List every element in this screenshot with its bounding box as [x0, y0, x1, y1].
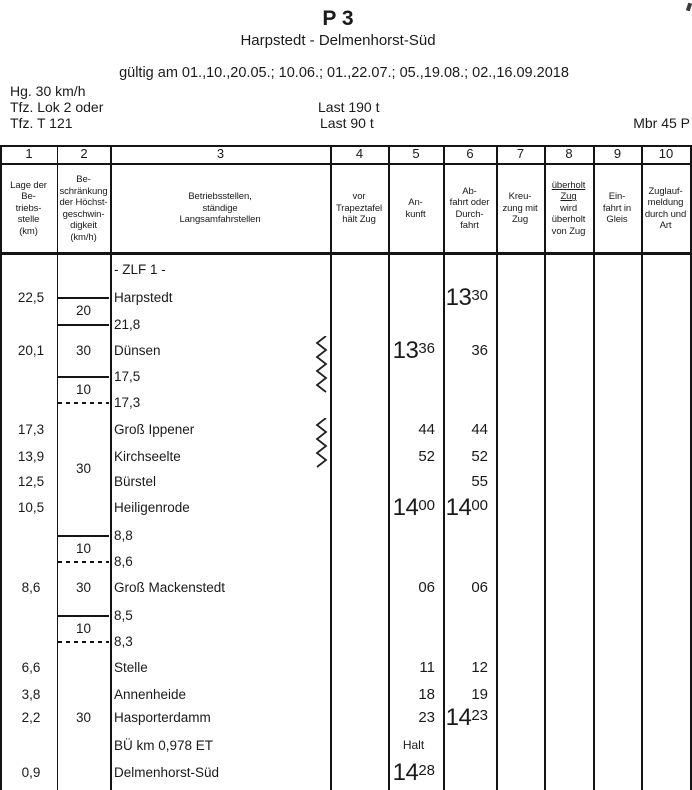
column-header-line: Gleis: [606, 214, 628, 226]
departure-time: [445, 494, 488, 521]
column-header-line: stelle: [17, 214, 40, 226]
column-header-line: Kreu-: [508, 191, 532, 203]
column-header: [445, 166, 494, 251]
table-rule: [0, 252, 692, 255]
column-header-line: (km): [19, 225, 38, 237]
column-header-line: Be-: [21, 191, 36, 203]
slow-section-zigzag: [314, 336, 328, 399]
column-header-line: Trapeztafel: [335, 202, 383, 214]
column-header-line: geschwin-: [62, 208, 105, 220]
time-minutes: 06: [471, 579, 488, 596]
column-number: 1: [25, 146, 33, 161]
column-header-line: Zug: [511, 214, 529, 226]
km-value: 2,2: [21, 710, 41, 725]
column-header-line: Betriebsstellen,: [188, 191, 252, 203]
column-header-line: Ein-: [608, 191, 626, 203]
km-value: 8,6: [21, 580, 41, 595]
column-header-line: kunft: [405, 208, 426, 220]
speed-restriction: 30: [75, 580, 92, 595]
hg-speed: Hg. 30 km/h: [10, 83, 86, 99]
time-minutes: 44: [471, 421, 488, 438]
speed-restriction: 10: [75, 541, 92, 556]
arrival-time: [390, 660, 435, 676]
tfz-line1: Tfz. Lok 2 oder: [10, 99, 104, 115]
column-number: 2: [80, 146, 88, 161]
column-header: [546, 166, 591, 251]
km-value: 3,8: [21, 687, 41, 702]
time-minutes: 19: [471, 686, 488, 703]
column-header-line: fahrt in: [602, 202, 632, 214]
time-hour: 14: [445, 704, 472, 731]
speed-restriction: 30: [75, 461, 92, 476]
validity-dates: gültig am 01.,10.,20.05.; 10.06.; 01.,22.07.; 05.,19.08.; 02.,16.09.2018: [119, 65, 569, 81]
arrival-time: [390, 759, 435, 786]
time-minutes: 18: [418, 686, 435, 703]
km-value: 0,9: [21, 765, 41, 780]
column-header: [112, 166, 328, 251]
route-note: - ZLF 1 -: [114, 262, 166, 277]
station-name: Delmenhorst-Süd: [114, 765, 220, 780]
table-rule: [0, 163, 692, 165]
column-header-line: von Zug: [551, 225, 586, 237]
last-line2: Last 90 t: [320, 115, 374, 131]
column-header-line: durch und: [644, 208, 687, 220]
speed-restriction-line: [58, 376, 109, 378]
column-number: 6: [466, 146, 474, 161]
km-point: 17,5: [114, 369, 141, 384]
column-header-line: Ab-: [462, 185, 477, 197]
arrival-time: [390, 687, 435, 703]
column-header-line: Zug: [560, 191, 577, 203]
km-point: 8,6: [114, 554, 133, 569]
tfz-line2: Tfz. T 121: [10, 115, 73, 131]
column-header-line: ständige: [202, 202, 238, 214]
column-header-line: meldung: [647, 197, 684, 208]
arrival-time: [390, 449, 435, 465]
station-name: Groß Mackenstedt: [114, 580, 226, 595]
scan-artifact: [686, 3, 692, 12]
route-subtitle: Harpstedt - Delmenhorst-Süd: [240, 32, 436, 49]
halt-note: Halt: [402, 738, 425, 752]
time-minutes: 23: [471, 706, 488, 724]
column-header-line: triebs-: [15, 202, 42, 214]
arrival-time: [390, 710, 435, 726]
time-hour: 13: [392, 337, 419, 364]
km-value: 13,9: [17, 449, 45, 464]
km-point: 8,3: [114, 634, 133, 649]
column-header-line: digkeit: [70, 220, 97, 231]
speed-restriction-line: [58, 297, 109, 299]
arrival-time: [390, 422, 435, 438]
km-point: 8,5: [114, 608, 133, 623]
station-name: Harpstedt: [114, 290, 173, 305]
column-header: [498, 166, 542, 251]
time-hour: 14: [392, 494, 419, 521]
column-header-line: fahrt oder: [449, 197, 490, 208]
column-header-line: Be-: [76, 174, 91, 185]
column-header: [390, 166, 441, 251]
arrival-time: [390, 337, 435, 364]
mbr-note: Mbr 45 P: [633, 115, 690, 131]
column-header: [643, 166, 688, 251]
column-header-line: An-: [408, 197, 423, 208]
column-header-line: Lage der: [10, 179, 47, 191]
column-header-line: Durch-: [455, 208, 484, 220]
time-minutes: 28: [418, 761, 435, 779]
column-header-line: (km/h): [70, 231, 97, 243]
station-name: Groß Ippener: [114, 422, 195, 437]
station-name: Bürstel: [114, 474, 157, 489]
station-name: Dünsen: [114, 343, 161, 358]
column-header-line: überholt: [551, 179, 586, 191]
column-number: 4: [355, 146, 364, 161]
slow-section-zigzag: [314, 418, 328, 475]
time-minutes: 36: [471, 342, 488, 359]
departure-time: [445, 343, 488, 359]
time-hour: 14: [392, 759, 419, 786]
page-title: P 3: [322, 7, 354, 30]
column-header-line: der Höchst-: [59, 197, 108, 208]
time-minutes: 30: [471, 286, 488, 304]
column-header-line: zung mit: [502, 202, 538, 214]
km-value: 20,1: [17, 343, 45, 358]
station-name: BÜ km 0,978 ET: [114, 738, 214, 753]
column-header-line: Langsamfahrstellen: [179, 214, 261, 226]
column-number: 9: [613, 146, 622, 161]
column-number: 5: [412, 146, 420, 161]
speed-restriction: 10: [75, 621, 92, 636]
time-minutes: 23: [418, 709, 435, 726]
column-header-line: vor: [352, 191, 366, 203]
time-minutes: 55: [471, 473, 488, 490]
km-value: 10,5: [17, 500, 45, 515]
column-header: [2, 166, 55, 251]
speed-restriction-line: [58, 535, 109, 537]
station-name: Heiligenrode: [114, 500, 190, 515]
km-value: 17,3: [17, 422, 45, 437]
km-value: 12,5: [17, 474, 45, 489]
speed-restriction-line: [58, 615, 109, 617]
column-header-line: Zuglauf-: [648, 185, 683, 197]
column-number: 10: [658, 146, 674, 161]
time-minutes: 00: [418, 496, 435, 514]
speed-restriction: 10: [75, 382, 92, 397]
column-header-line: fahrt: [460, 220, 479, 231]
station-name: Kirchseelte: [114, 449, 181, 464]
departure-time: [445, 687, 488, 703]
column-header: [332, 166, 386, 251]
departure-time: [445, 660, 488, 676]
column-header-line: überholt: [551, 214, 586, 226]
km-point: 8,8: [114, 528, 133, 543]
speed-restriction: 30: [75, 710, 92, 725]
time-minutes: 52: [418, 448, 435, 465]
station-name: Stelle: [114, 660, 148, 675]
departure-time: [445, 422, 488, 438]
speed-restriction-line: [58, 402, 109, 404]
arrival-time: [390, 580, 435, 596]
departure-time: [445, 704, 488, 731]
time-minutes: 12: [471, 659, 488, 676]
column-number: 3: [216, 146, 225, 161]
time-minutes: 06: [418, 579, 435, 596]
departure-time: [445, 474, 488, 490]
km-value: 22,5: [17, 290, 45, 305]
speed-restriction-line: [58, 561, 109, 563]
speed-restriction: 20: [75, 303, 92, 318]
time-hour: 14: [445, 494, 472, 521]
column-header: [595, 166, 639, 251]
column-header-line: hält Zug: [342, 214, 376, 226]
column-number: 8: [565, 146, 573, 161]
km-point: 21,8: [114, 317, 141, 332]
departure-time: [445, 580, 488, 596]
speed-restriction-line: [58, 641, 109, 643]
column-header-line: Art: [659, 220, 672, 231]
km-value: 6,6: [21, 660, 41, 675]
last-line1: Last 190 t: [318, 99, 380, 115]
station-name: Hasporterdamm: [114, 710, 211, 725]
time-minutes: 36: [418, 339, 435, 357]
departure-time: [445, 449, 488, 465]
arrival-time: [390, 494, 435, 521]
speed-restriction: 30: [75, 343, 92, 358]
time-minutes: 44: [418, 421, 435, 438]
column-header-line: schränkung: [59, 185, 108, 197]
time-hour: 13: [445, 284, 472, 311]
column-header-line: wird: [559, 202, 578, 214]
station-name: Annenheide: [114, 687, 187, 702]
time-minutes: 00: [471, 496, 488, 514]
column-number: 7: [516, 146, 525, 161]
column-header: [59, 166, 108, 251]
km-point: 17,3: [114, 395, 141, 410]
time-minutes: 52: [471, 448, 488, 465]
departure-time: [445, 284, 488, 311]
time-minutes: 11: [419, 659, 435, 676]
speed-restriction-line: [58, 324, 109, 326]
